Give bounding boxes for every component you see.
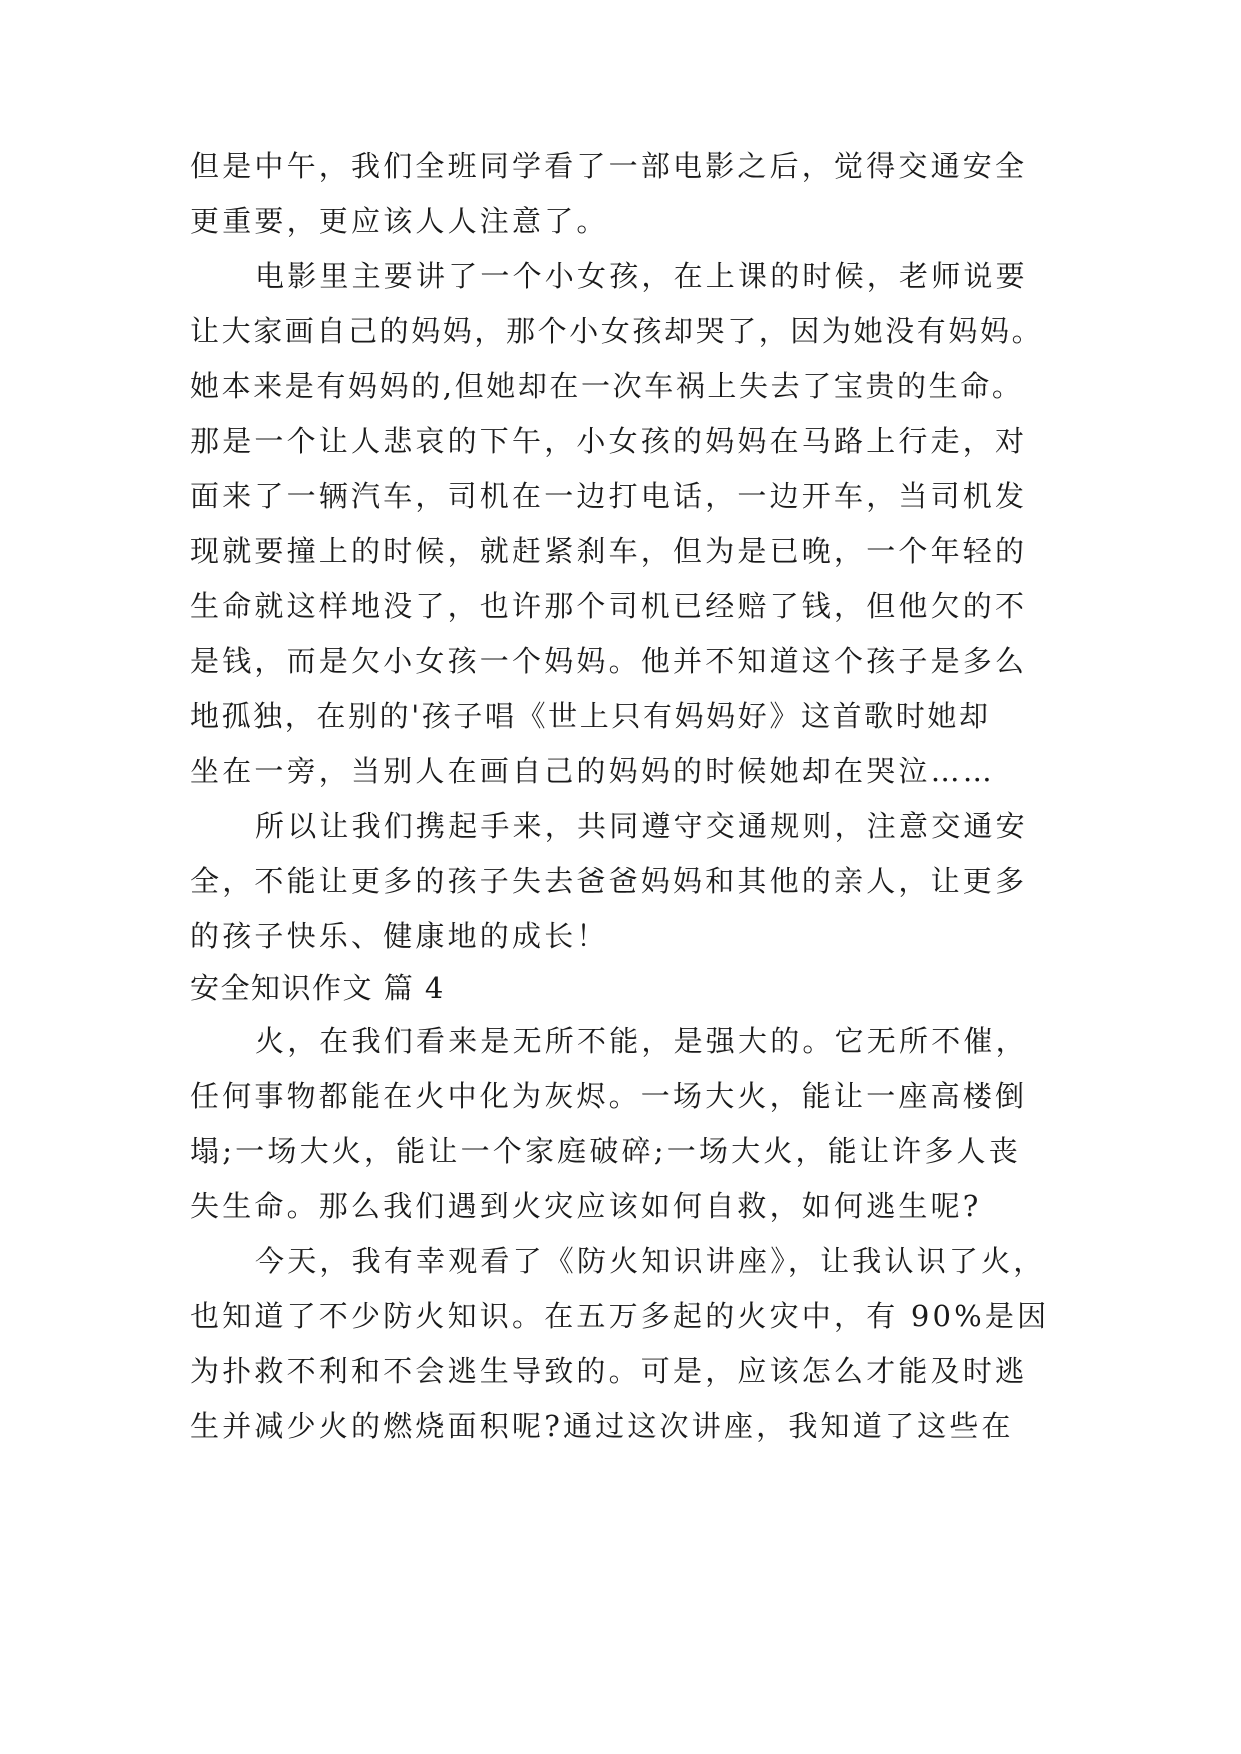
- text-line: 的孩子快乐、健康地的成长！: [190, 919, 609, 953]
- text-line: 更重要，更应该人人注意了。: [190, 204, 609, 238]
- text-line: 面来了一辆汽车，司机在一边打电话，一边开车，当司机发: [190, 479, 1028, 513]
- paragraph-start-line: 今天，我有幸观看了《防火知识讲座》，让我认识了火，: [255, 1244, 1046, 1278]
- text-line: 地孤独，在别的'孩子唱《世上只有妈妈好》这首歌时她却: [190, 699, 991, 733]
- section-heading: 安全知识作文 篇 4: [190, 971, 445, 1005]
- text-line: 那是一个让人悲哀的下午，小女孩的妈妈在马路上行走，对: [190, 424, 1028, 458]
- text-line: 坐在一旁，当别人在画自己的妈妈的时候她却在哭泣……: [190, 754, 996, 788]
- text-line: 塌;一场大火，能让一个家庭破碎;一场大火，能让许多人丧: [190, 1134, 1021, 1168]
- paragraph-start-line: 火，在我们看来是无所不能，是强大的。它无所不催，: [255, 1024, 1028, 1058]
- paragraph-start-line: 所以让我们携起手来，共同遵守交通规则，注意交通安: [255, 809, 1028, 843]
- text-line: 生命就这样地没了，也许那个司机已经赔了钱，但他欠的不: [190, 589, 1028, 623]
- text-line: 失生命。那么我们遇到火灾应该如何自救，如何逃生呢?: [190, 1189, 982, 1223]
- text-line: 生并减少火的燃烧面积呢?通过这次讲座，我知道了这些在: [190, 1409, 1014, 1443]
- paragraph-start-line: 电影里主要讲了一个小女孩，在上课的时候，老师说要: [255, 259, 1028, 293]
- text-line: 全，不能让更多的孩子失去爸爸妈妈和其他的亲人，让更多: [190, 864, 1028, 898]
- text-line: 现就要撞上的时候，就赶紧刹车，但为是已晚，一个年轻的: [190, 534, 1028, 568]
- text-line: 也知道了不少防火知识。在五万多起的火灾中，有 90%是因: [190, 1299, 1050, 1333]
- text-line: 为扑救不利和不会逃生导致的。可是，应该怎么才能及时逃: [190, 1354, 1028, 1388]
- text-line: 但是中午，我们全班同学看了一部电影之后，觉得交通安全: [190, 149, 1028, 183]
- text-line: 她本来是有妈妈的,但她却在一次车祸上失去了宝贵的生命。: [190, 369, 1024, 403]
- text-line: 任何事物都能在火中化为灰烬。一场大火，能让一座高楼倒: [190, 1079, 1028, 1113]
- text-line: 是钱，而是欠小女孩一个妈妈。他并不知道这个孩子是多么: [190, 644, 1028, 678]
- text-line: 让大家画自己的妈妈，那个小女孩却哭了，因为她没有妈妈。: [190, 314, 1044, 348]
